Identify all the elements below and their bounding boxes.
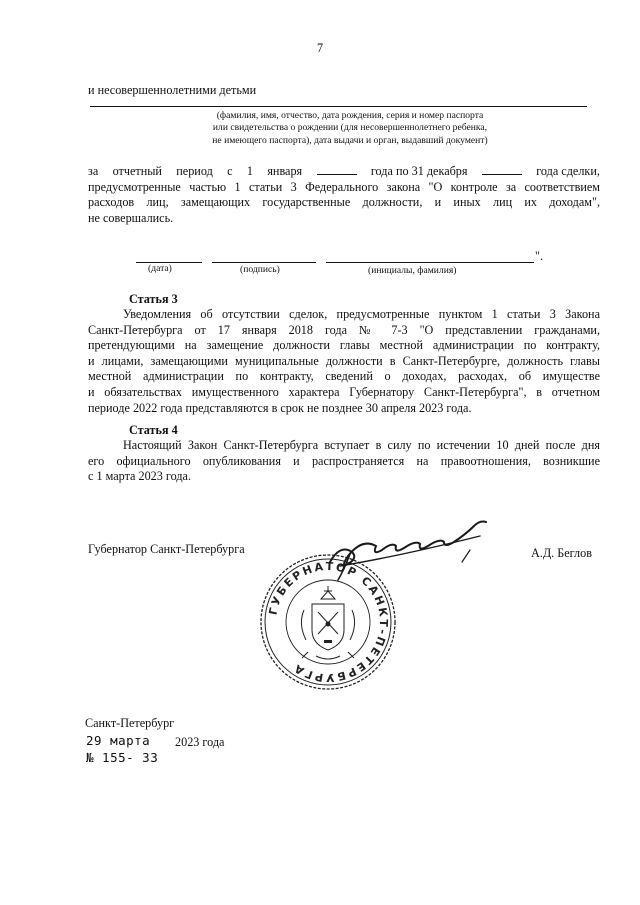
footer-city: Санкт-Петербург <box>85 716 175 730</box>
initials-line <box>326 262 534 263</box>
article-4-body: Настоящий Закон Санкт-Петербурга вступает в силу по истечении 10 дней после дня его официального опубликования и распространяется на правоотношения, возникшие с 1 марта 2023 года. <box>88 438 600 484</box>
footer-date: 29 марта <box>86 733 151 748</box>
signature-end-mark: ". <box>535 249 544 263</box>
governor-name: А.Д. Беглов <box>531 546 592 560</box>
page-number: 7 <box>316 41 324 55</box>
caption-date: (дата) <box>148 263 172 274</box>
minors-blank-line <box>90 106 587 107</box>
caption-signature: (подпись) <box>240 264 280 275</box>
year-blank-2 <box>482 164 522 175</box>
period-paragraph: за отчетный период с 1 января года по 31 декабря года сделки, предусмотренные частью 1 статьи 3 Федерального закона "О контроле за соответствием расходов лиц, замещающих государственные должности, и иных лиц их доходам", не совершались. <box>88 164 600 225</box>
article-3-body: Уведомления об отсутствии сделок, предусмотренные пунктом 1 статьи 3 Закона Санкт-Петербурга от 17 января 2018 года № 7-3 "О представлении гражданами, претендующими на замещение должности главы местной администрации по контракту, и лицами, замещающими муниципальные должности в Санкт-Петербурге, должность главы местной администрации по контракту, сведений о доходах, расходах, об имуществе и обязательствах имущественного характера Губернатору Санкт-Петербурга", в отчетном периоде 2022 года представляются в срок не позднее 30 апреля 2023 года. <box>88 307 600 415</box>
caption-initials: (инициалы, фамилия) <box>368 265 457 276</box>
period-line-1: за отчетный период с 1 января года по 31 декабря года сделки, <box>88 164 600 178</box>
article-4-heading: Статья 4 <box>129 423 178 437</box>
minors-line-text: и несовершеннолетними детьми <box>88 83 257 97</box>
article-3-heading: Статья 3 <box>129 292 178 306</box>
footer-number: № 155- 33 <box>86 750 159 765</box>
governor-title: Губернатор Санкт-Петербурга <box>88 542 245 556</box>
footer-year: 2023 года <box>175 735 225 749</box>
year-blank-1 <box>317 164 357 175</box>
seal-text: ГУБЕРНАТОР САНКТ-ПЕТЕРБУРГА <box>266 559 391 685</box>
minors-caption: (фамилия, имя, отчество, дата рождения, серия и номер паспорта или свидетельства о рождении (для несовершеннолетнего ребенка, не имеющего паспорта), дата выдачи и орган, выдавший документ) <box>212 110 488 146</box>
governor-signature <box>320 510 500 590</box>
signature-line <box>212 262 316 263</box>
